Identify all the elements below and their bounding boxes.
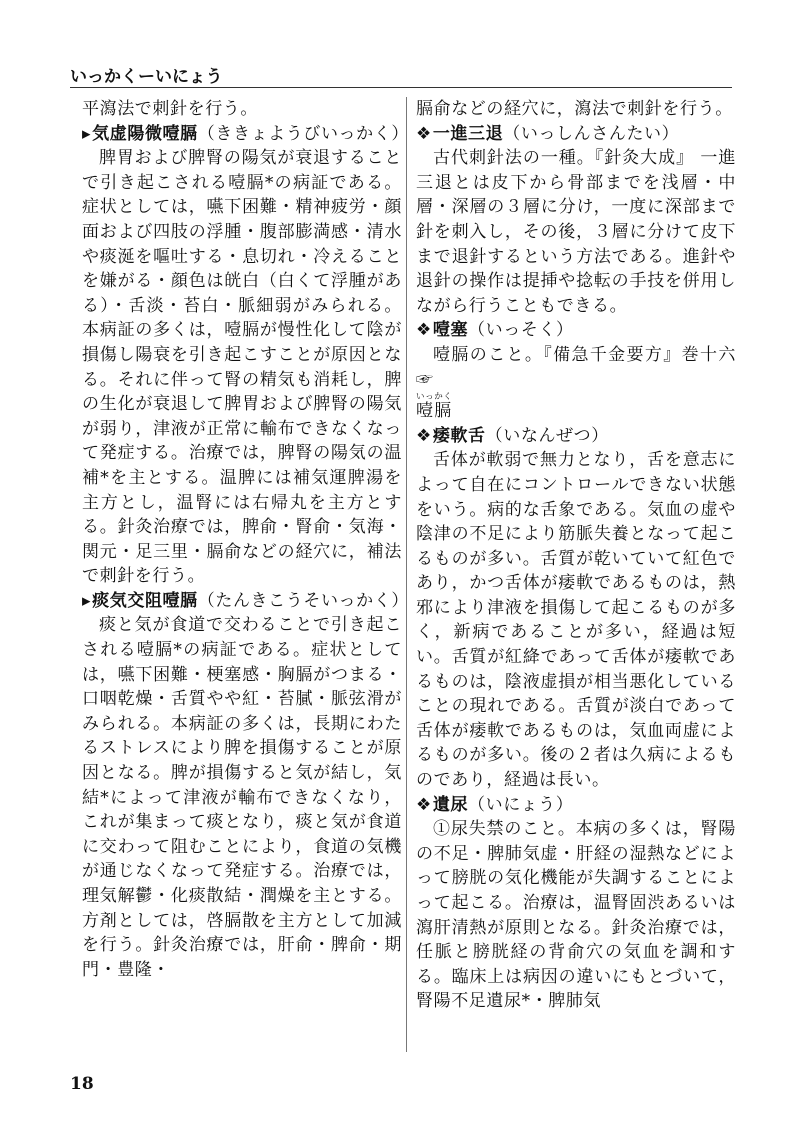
entry-tanki: [82, 589, 409, 983]
entry-text: 脾胃および脾腎の陽気が衰退することで引き起こされる噎膈*の病証である。症状としては，嚥下困難・精神疲労・顔面および四肢の浮腫・腹部膨満感・清水や痰涎を嘔吐する・息切れ・冷えることを嫌がる・顔色は㿠白（白くて浮腫がある）・舌淡・苔白・脈細弱がみられる。本病証の多くは，噎膈が慢性化して陰が損傷し陽衰を引き起こすことが原因となる。それに伴って腎の精気も消耗し，脾の生化が衰退して脾胃および脾腎の陽気が弱り，津液が正常に輸布できなくなって発症する。治療では，脾腎の陽気の温補*を主とする。温脾には補気運脾湯を主方とし，温腎には右帰丸を主方とする。針灸治療では，脾俞・腎俞・気海・関元・足三里・膈俞などの経穴に，補法で刺針を行う。: [82, 148, 402, 587]
entry-reading: （たんきこうそいっかく）: [197, 590, 409, 611]
entry-heading: [416, 424, 736, 449]
entry-reading: （いにょう）: [468, 794, 574, 815]
entry-term: 気虚陽微噎膈: [92, 123, 198, 144]
entry-issoku: [416, 318, 736, 423]
diamond-marker-icon: ❖: [416, 425, 432, 446]
entry-heading: [416, 122, 736, 147]
entry-inyou: [416, 793, 736, 1014]
column-divider: [406, 97, 407, 1052]
triangle-marker-icon: ▸: [82, 590, 92, 611]
entry-term: 痰気交阻噎膈: [92, 590, 198, 611]
entry-text: 痰と気が食道で交わることで引き起こされる噎膈*の病証である。症状としては，嚥下困難・梗塞感・胸膈がつまる・口咽乾燥・舌質やや紅・苔膩・脈弦滑がみられる。本病証の多くは，長期にわたるストレスにより脾を損傷することが原因となる。脾が損傷すると気が結し，気結*によって津液が輸布できなくなり，これが集まって痰となり，痰と気が食道に交わって阻むことにより，食道の気機が通じなくなって発症する。治療では，理気解鬱・化痰散結・潤燥を主とする。方剤としては，啓膈散を主方として加減を行う。針灸治療では，肝俞・脾俞・期門・豊隆・: [82, 615, 402, 980]
header-rule: [70, 87, 732, 88]
left-column: [82, 97, 409, 982]
cross-reference-term[interactable]: 噎膈: [416, 401, 453, 422]
diamond-marker-icon: ❖: [416, 320, 432, 341]
page-number: 18: [70, 1074, 94, 1094]
entry-term: 遺尿: [432, 794, 469, 815]
entry-isshin: [416, 122, 736, 319]
diamond-marker-icon: ❖: [416, 794, 432, 815]
diamond-marker-icon: ❖: [416, 123, 432, 144]
continued-text: 平瀉法で刺針を行う。: [82, 99, 258, 119]
entry-text: 古代刺針法の一種。『針灸大成』 一進三退とは皮下から骨部までを浅層・中層・深層の３層に分け，一度に深部まで針を刺入し，その後，３層に分けて皮下まで退針するという方法である。進針や退針の操作は提挿や捻転の手技を併用しながら行うこともできる。: [416, 148, 736, 316]
entry-kikyo: [82, 122, 409, 589]
entry-heading: [416, 793, 736, 818]
triangle-marker-icon: ▸: [82, 123, 92, 144]
entry-heading: [82, 122, 409, 147]
cross-reference[interactable]: [416, 392, 736, 424]
entry-reading: （いなんぜつ）: [485, 425, 609, 446]
cross-reference-ruby: いっかく: [416, 392, 453, 403]
entry-reading: （いっそく）: [468, 320, 574, 341]
entry-reading: （ききょようびいっかく）: [197, 123, 409, 144]
continued-text: 膈俞などの経穴に，瀉法で刺針を行う。: [416, 99, 733, 119]
right-column: [416, 97, 736, 1014]
entry-text: 舌体が軟弱で無力となり，舌を意志によって自在にコントロールできない状態をいう。病的な舌象である。気血の虚や陰津の不足により筋脈失養となって起こるものが多い。舌質が乾いていて紅色であり，かつ舌体が痿軟であるものは，熱邪により津液を損傷して起こるものが多く，新病であることが多い，経過は短い。舌質が紅絳であって舌体が痿軟であるものは，陰液虚損が相当悪化していることの現れである。舌質が淡白であって舌体が痿軟であるものは，気血両虚によるものが多い。後の２者は久病によるものであり，経過は長い。: [416, 450, 736, 791]
entry-heading: [416, 318, 736, 343]
entry-term: 噎塞: [432, 320, 469, 341]
entry-text: ①尿失禁のこと。本病の多くは，腎陽の不足・脾肺気虚・肝経の湿熱などによって膀胱の気化機能が失調することによって起こる。治療は，温腎固渋あるいは瀉肝清熱が原則となる。針灸治療では，任脈と膀胱経の背俞穴の気血を調和する。臨床上は病因の違いにもとづいて，腎陽不足遺尿*・脾肺気: [416, 819, 736, 1012]
running-header: いっかくーいにょう: [70, 67, 223, 87]
entry-inanzetsu: [416, 424, 736, 793]
entry-reading: （いっしんさんたい）: [503, 123, 680, 144]
entry-term: 痿軟舌: [432, 425, 486, 446]
entry-term: 一進三退: [432, 123, 504, 144]
entry-text: [416, 343, 736, 392]
entry-text-body: 噎膈のこと。『備急千金要方』巻十六 ☞: [416, 344, 736, 390]
entry-heading: [82, 589, 409, 614]
